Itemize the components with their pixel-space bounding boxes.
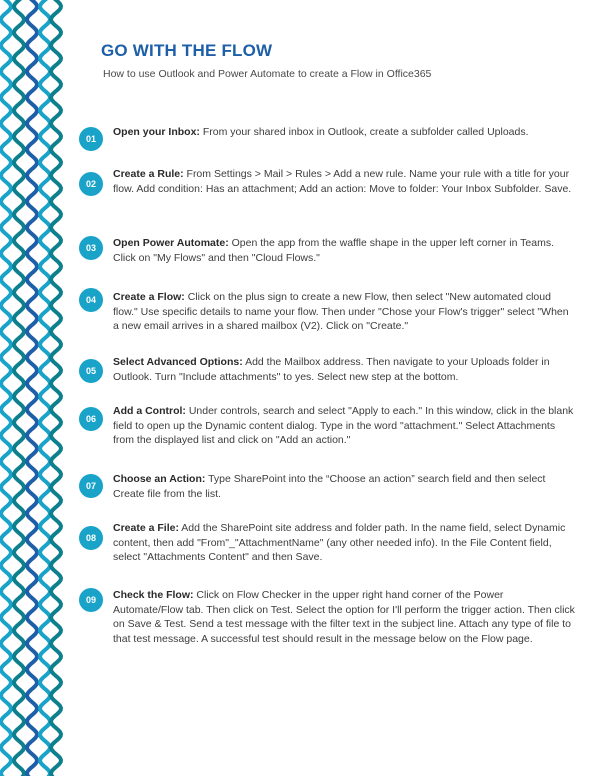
step-text <box>113 125 575 140</box>
step-number-badge: 04 <box>79 288 103 312</box>
step-body: Type SharePoint into the “Choose an action” search field and then select Create file from the list. <box>113 473 546 500</box>
wave-line <box>51 0 61 776</box>
step-heading: Open Power Automate: <box>113 237 229 249</box>
step-text <box>113 167 575 196</box>
step-text <box>113 472 575 501</box>
step-number-badge: 03 <box>79 236 103 260</box>
wave-line <box>14 0 24 776</box>
step-text <box>113 355 575 384</box>
step-heading: Check the Flow: <box>113 589 194 601</box>
step-heading: Choose an Action: <box>113 473 206 485</box>
step-number-badge: 09 <box>79 588 103 612</box>
step-text <box>113 521 575 565</box>
step-heading: Open your Inbox: <box>113 126 200 138</box>
step-text <box>113 404 575 448</box>
step-number-badge: 02 <box>79 172 103 196</box>
wave-line <box>1 0 11 776</box>
step-text <box>113 236 575 265</box>
step-body: Under controls, search and select "Apply to each." In this window, click in the blank field to open up the Dynamic content dialog. Type in the word "attachment." Select Attachments from the displayed list and click on "Add an action." <box>113 405 574 446</box>
step-body: Add the SharePoint site address and folder path. In the name field, select Dynamic content, then add "From"_"AttachmentName" (any other needed info). In the File Content field, select "Attachments Content" and then Save. <box>113 522 566 563</box>
page-subtitle: How to use Outlook and Power Automate to create a Flow in Office365 <box>103 68 432 80</box>
step-body: Click on the plus sign to create a new Flow, then select "New automated cloud flow." Use specific details to name your flow. Then under "Chose your Flow's trigger" select "When a new email arrives in a shared mailbox (V2). Click on "Create." <box>113 291 569 332</box>
step-heading: Add a Control: <box>113 405 186 417</box>
step-body: From your shared inbox in Outlook, create a subfolder called Uploads. <box>199 126 529 138</box>
step-heading: Create a Rule: <box>113 168 184 180</box>
step-number-badge: 06 <box>79 407 103 431</box>
step-body: Add the Mailbox address. Then navigate to your Uploads folder in Outlook. Turn "Include attachments" to yes. Select new step at the bottom. <box>113 356 550 383</box>
step-heading: Select Advanced Options: <box>113 356 243 368</box>
wave-decoration <box>0 0 64 776</box>
step-heading: Create a Flow: <box>113 291 185 303</box>
step-number-badge: 01 <box>79 127 103 151</box>
page-title: GO WITH THE FLOW <box>101 41 273 60</box>
step-number-badge: 07 <box>79 474 103 498</box>
step-body: Open the app from the waffle shape in the upper left corner in Teams. Click on "My Flows" and then "Cloud Flows." <box>113 237 555 264</box>
step-text <box>113 290 575 334</box>
wave-line <box>27 0 37 776</box>
step-body: From Settings > Mail > Rules > Add a new rule. Name your rule with a title for your flow. Add condition: Has an attachment; Add an action: Move to folder: Your Inbox Subfolder. Save. <box>113 168 572 195</box>
step-body: Click on Flow Checker in the upper right hand corner of the Power Automate/Flow tab. Then click on Test. Select the option for I'll perform the trigger action. Then click on Save & Test. Send a test message with the filter text in the subject line. Attach any type of file to that test message. A successful test should result in the message below on the Flow page. <box>113 589 575 645</box>
step-heading: Create a File: <box>113 522 179 534</box>
step-text <box>113 588 575 646</box>
step-number-badge: 08 <box>79 526 103 550</box>
wave-line <box>40 0 50 776</box>
step-number-badge: 05 <box>79 359 103 383</box>
